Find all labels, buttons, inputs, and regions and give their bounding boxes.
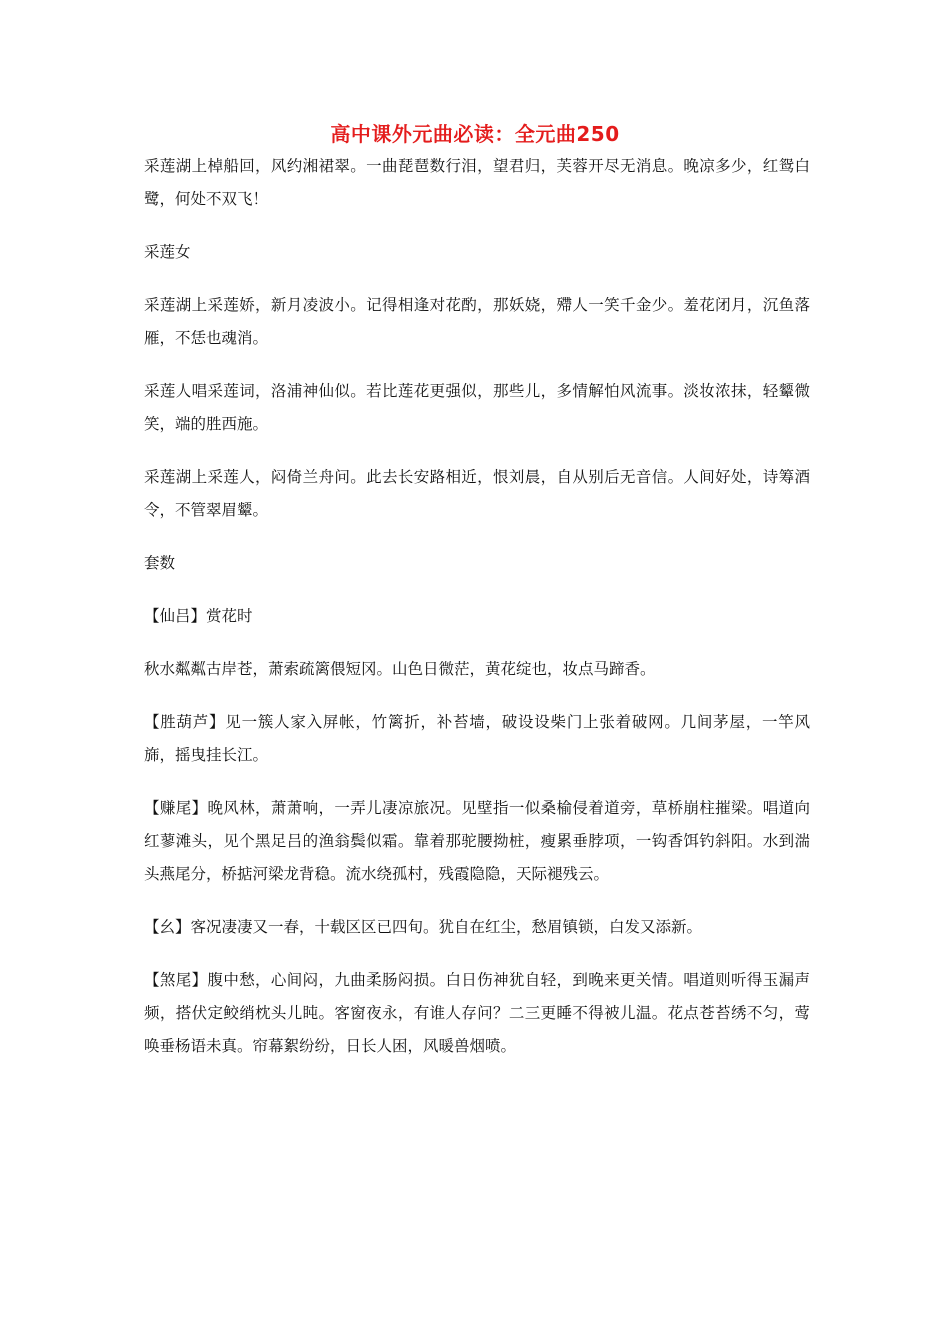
paragraph-shawei: 【煞尾】腹中愁，心间闷，九曲柔肠闷损。白日伤神犹自轻，到晚来更关情。唱道则听得玉漏声频，搭伏定鲛绡枕头儿盹。客窗夜永，有谁人存问？二三更睡不得被儿温。花点苍苔绣不匀，莺唤垂杨语未真。帘幕絮纷纷，日长人困，风暖兽烟喷。 bbox=[144, 971, 810, 1055]
paragraph-yao: 【幺】客况凄凄又一春，十载区区已四旬。犹自在红尘，愁眉镇锁，白发又添新。 bbox=[144, 918, 703, 936]
paragraph-intro-verse: 采莲湖上棹船回，风约湘裙翠。一曲琵琶数行泪，望君归，芙蓉开尽无消息。晚凉多少，红鸳白鹭，何处不双飞！ bbox=[144, 157, 810, 208]
section-heading-cailiannv: 采莲女 bbox=[144, 243, 191, 261]
document-title: 高中课外元曲必读：全元曲250 bbox=[330, 122, 620, 146]
paragraph-verse-3: 采莲湖上采莲人，闷倚兰舟问。此去长安路相近，恨刘晨，自从别后无音信。人间好处，诗筹酒令，不管翠眉颦。 bbox=[144, 468, 810, 519]
paragraph-verse-1: 采莲湖上采莲娇，新月凌波小。记得相逢对花酌，那妖娆，殢人一笑千金少。羞花闭月，沉鱼落雁，不恁也魂消。 bbox=[144, 296, 810, 347]
section-heading-taoshu: 套数 bbox=[144, 554, 176, 572]
paragraph-shenghulu: 【胜葫芦】见一簇人家入屏帐，竹篱折，补苔墙，破设设柴门上张着破网。几间茅屋，一竿风旆，摇曳挂长江。 bbox=[144, 713, 810, 764]
tune-heading-xianlv: 【仙吕】赏花时 bbox=[144, 607, 253, 625]
paragraph-verse-2: 采莲人唱采莲词，洛浦神仙似。若比莲花更强似，那些儿，多情解怕风流事。淡妆浓抹，轻颦微笑，端的胜西施。 bbox=[144, 382, 810, 433]
paragraph-verse-4: 秋水粼粼古岸苍，萧索疏篱偎短冈。山色日微茫，黄花绽也，妆点马蹄香。 bbox=[144, 660, 656, 678]
paragraph-zhuanwei: 【赚尾】晚风林，萧萧响，一弄儿凄凉旅况。见壁指一似桑榆侵着道旁，草桥崩柱摧梁。唱道向红蓼滩头，见个黑足吕的渔翁鬓似霜。靠着那驼腰拗桩，瘦累垂脖项，一钩香饵钓斜阳。水到湍头燕尾分，桥掂河梁龙背稳。流水绕孤村，残霞隐隐，天际褪残云。 bbox=[144, 799, 810, 883]
document-body bbox=[144, 150, 810, 1083]
